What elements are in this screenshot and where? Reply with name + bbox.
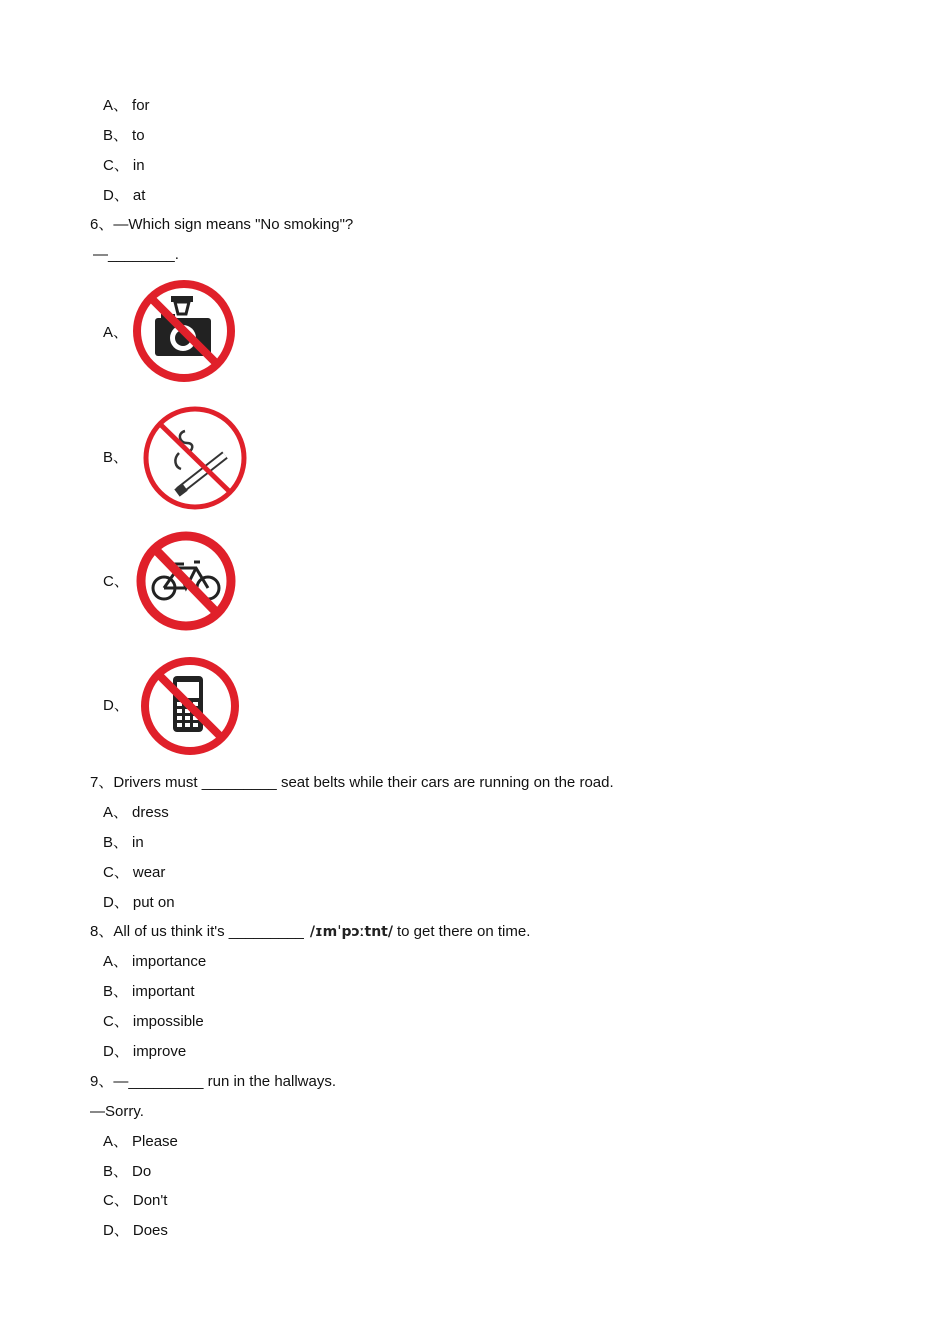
option-b: B、 in: [103, 834, 144, 851]
no-camera-sign-icon: [131, 278, 237, 384]
reply-line: —Sorry.: [90, 1103, 144, 1120]
answer-line: —________.: [93, 246, 179, 263]
option-d: D、 put on: [103, 894, 175, 911]
option-a: A、 for: [103, 97, 150, 114]
option-a: A、 Please: [103, 1133, 178, 1150]
no-smoking-sign-icon: [141, 403, 249, 513]
option-b: B、: [103, 449, 129, 466]
option-d: D、 improve: [103, 1043, 187, 1060]
question-7: 7、Drivers must _________ seat belts while their cars are running on the road.: [90, 774, 614, 791]
option-b: B、 Do: [103, 1163, 152, 1180]
option-d: D、 at: [103, 187, 146, 204]
option-a: A、: [103, 324, 129, 341]
option-b: B、 important: [103, 983, 195, 1000]
phonetic-transcription: /ɪmˈpɔːtnt/: [309, 924, 393, 940]
option-c: C、 wear: [103, 864, 166, 881]
option-a: A、 importance: [103, 953, 207, 970]
option-c: C、 in: [103, 157, 145, 174]
question-9: 9、—_________ run in the hallways.: [90, 1073, 337, 1090]
option-d: D、 Does: [103, 1222, 168, 1239]
question-8: 8、All of us think it's _________ /ɪmˈpɔːtnt/ to get there on time.: [90, 923, 531, 940]
option-b: B、 to: [103, 127, 145, 144]
option-c: C、: [103, 573, 129, 590]
question-6: 6、—Which sign means "No smoking"?: [90, 216, 354, 233]
option-d: D、: [103, 697, 129, 714]
option-a: A、 dress: [103, 804, 169, 821]
no-mobile-phone-sign-icon: [139, 654, 241, 758]
option-c: C、 Don't: [103, 1192, 168, 1209]
option-c: C、 impossible: [103, 1013, 204, 1030]
no-bicycle-sign-icon: [134, 528, 238, 634]
